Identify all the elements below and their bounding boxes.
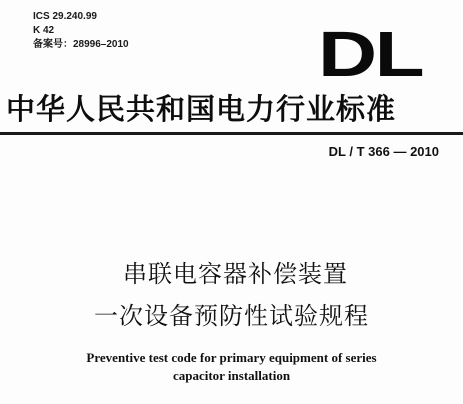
title-cn-line2: 一次设备预防性试验规程 [94, 302, 369, 330]
header-divider [0, 132, 463, 135]
title-en-line1: Preventive test code for primary equipment of series [86, 350, 377, 365]
classification-code: K 42 [33, 25, 55, 36]
filing-number: 备案号：28996–2010 [33, 39, 129, 50]
standard-type-heading: 中华人民共和国电力行业标准 [6, 92, 397, 126]
title-en-line2: capacitor installation [172, 368, 291, 383]
title-cn-line1: 串联电容器补偿装置 [123, 260, 348, 288]
dl-logo-mark: DL [318, 18, 423, 90]
ics-code: ICS 29.240.99 [33, 11, 97, 22]
standard-number: DL / T 366 — 2010 [328, 144, 439, 159]
